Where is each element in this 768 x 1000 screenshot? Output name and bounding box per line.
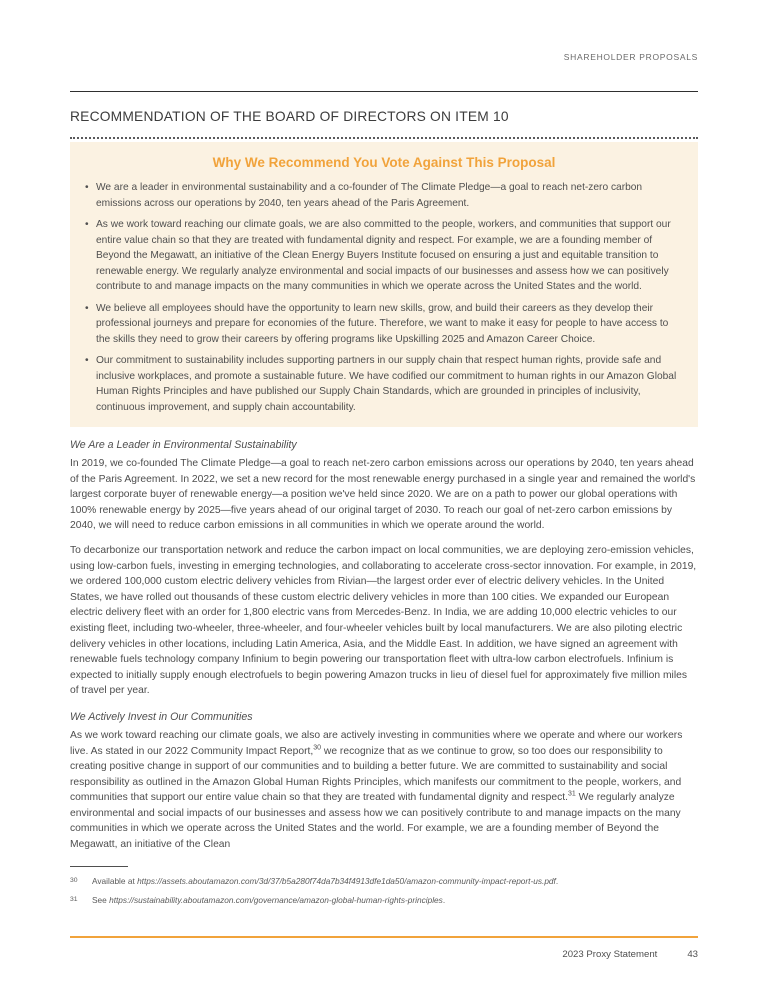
footnote-link[interactable]: https://sustainability.aboutamazon.com/governance/amazon-global-human-rights-principles [109, 894, 443, 905]
footnote-number: 31 [70, 895, 78, 903]
header-rule [70, 91, 698, 92]
page-footer [70, 936, 698, 960]
document-page [70, 0, 698, 914]
footnote-30 [70, 876, 698, 887]
footnote-reference[interactable]: 31 [567, 790, 576, 798]
footer-label: 2023 Proxy Statement [562, 949, 658, 960]
footnote-text: . [442, 894, 446, 905]
subheading-communities: We Actively Invest in Our Communities [70, 710, 253, 723]
footnote-text: Available at [92, 875, 138, 886]
footnote-text: . [555, 875, 559, 886]
footnote-text: See [92, 894, 110, 905]
footnote-link[interactable]: https://assets.aboutamazon.com/3d/37/b5a280f74da7b34f4913dfe1da50/amazon-community-impact-report-us.pdf [137, 875, 556, 886]
footer-text [70, 949, 698, 960]
dotted-divider [70, 137, 698, 139]
page-title: RECOMMENDATION OF THE BOARD OF DIRECTORS ON ITEM 10 [70, 109, 509, 124]
footnote-31 [70, 895, 698, 906]
recommendation-bullet-list [83, 180, 685, 415]
paragraph: In 2019, we co-founded The Climate Pledge—a goal to reach net-zero carbon emissions across our operations by 2040, ten years ahead of the Paris Agreement. In 2022, we set a new record for the most renewable energy purchased in a single year and remained the world's largest corporate buyer of renewable energy—a position we've held since 2020. We are on a path to power our global operations with 100% renewable energy by 2025—five years ahead of our original target of 2030. To reach our goal of net-zero carbon emissions by 2040, we will need to reduce carbon emissions in all communities in which we operate around the world. [70, 458, 696, 532]
body-content [70, 439, 698, 853]
paragraph: To decarbonize our transportation network and reduce the carbon impact on local communities, we are deploying zero-emission vehicles, using low-carbon fuels, investing in emerging technologies, and collaborating to accelerate cross-sector innovation. For example, in 2019, we ordered 100,000 custom electric delivery vehicles from Rivian—the largest order ever of electric delivery vehicles. In the United States, we have rolled out thousands of these custom electric delivery vehicles in more than 100 cities. We expanded our European electric delivery fleet with an order for 1,800 electric vans from Mercedes-Benz. In India, we are adding 10,000 electric vehicles to our existing fleet, including two-wheeler, three-wheeler, and four-wheeler vehicles built by local manufacturers. We are also piloting electric delivery vehicles in other locations, including Latin America, Asia, and the Middle East. In addition, we have signed an agreement with renewable fuels technology company Infinium to begin powering our transportation fleet with ultra-low carbon electrofuels. Infinium is expected to initially supply enough electrofuels to begin powering Amazon trucks in lieu of diesel fuel for approximately five million miles of travel per year. [70, 544, 697, 697]
list-item: • We are a leader in environmental sustainability and a co-founder of The Climate Pledge—a goal to reach net-zero carbon emissions across our operations by 2040, ten years ahead of the Paris Agreement. [83, 180, 685, 211]
footnote-reference[interactable]: 30 [313, 744, 322, 752]
paragraph-text: we recognize that as we continue to grow, so too does our responsibility to creating positive change in support of our communities and to building a better future. We are committed to sustainability and social responsibility as outlined in the Amazon Global Human Rights Principles, which manifests our commitment to the people, workers, and communities that support our entire value chain so that they are treated with fundamental dignity and respect. [70, 745, 682, 804]
paragraph [70, 728, 698, 853]
paragraph-text: As we work toward reaching our climate goals, we also are actively investing in communities where we operate and where our workers live. As stated in our 2022 Community Impact Report, [70, 729, 683, 757]
footnote-number: 30 [70, 876, 78, 884]
list-item: • As we work toward reaching our climate goals, we are also committed to the people, workers, and communities that support our entire value chain so that they are treated with fundamental dignity and respect. For example, we are a founding member of Beyond the Megawatt, an initiative of the Clean Energy Buyers Institute focused on ensuring a just and equitable transition to renewable energy. We regularly analyze environmental and social impacts of our businesses and assess how we can positively contribute to and manage impacts on the many communities in which we operate across the United States and the world. [83, 217, 685, 295]
page-number: 43 [687, 949, 698, 960]
recommendation-box [70, 142, 698, 427]
running-header: SHAREHOLDER PROPOSALS [563, 52, 698, 62]
subheading-environment: We Are a Leader in Environmental Sustainability [70, 439, 297, 451]
paragraph-text: We regularly analyze environmental and social impacts of our businesses and assess how we can positively contribute to and manage impacts on the many communities in which we operate across the United States and the world. For example, we are a founding member of Beyond the Megawatt, an initiative of the Clean [70, 792, 681, 851]
footer-rule [70, 936, 698, 938]
recommendation-box-title: Why We Recommend You Vote Against This Proposal [212, 155, 556, 170]
list-item: • Our commitment to sustainability includes supporting partners in our supply chain that respect human rights, provide safe and inclusive workplaces, and promote a sustainable future. We have codified our commitment to human rights in our Amazon Global Human Rights Principles and have published our Supply Chain Standards, which are grounded in principles of inclusivity, continuous improvement, and supply chain accountability. [83, 353, 685, 415]
footnote-separator [70, 866, 128, 867]
list-item: • We believe all employees should have the opportunity to learn new skills, grow, and build their careers as they develop their professional journeys and prepare for economies of the future. Therefore, we want to make it easy for people to have access to the skills they need to grow their careers by offering programs like Upskilling 2025 and Amazon Career Choice. [83, 301, 685, 348]
